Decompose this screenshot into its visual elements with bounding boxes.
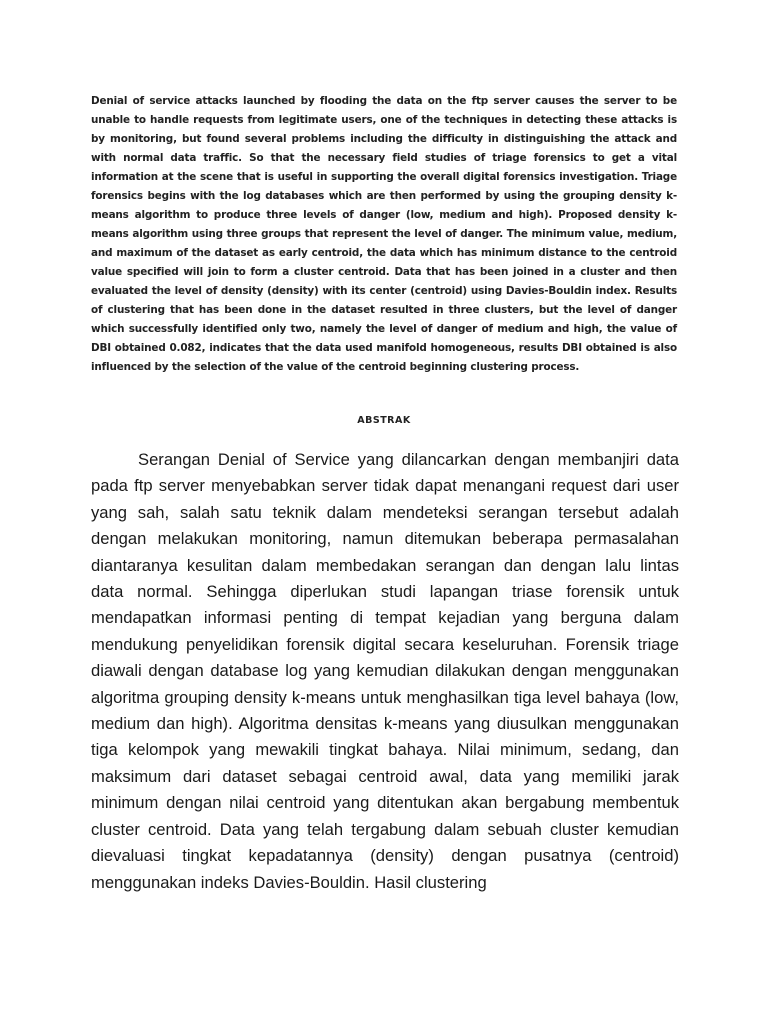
abstract-english-paragraph: Denial of service attacks launched by flooding the data on the ftp server causes the server to be unable to handle requests from legitimate users, one of the techniques in detecting these attacks is by monitoring, but found several problems including the difficulty in distinguishing the attack and with normal data traffic. So that the necessary field studies of triage forensics to get a vital information at the scene that is useful in supporting the overall digital forensics investigation. Triage forensics begins with the log databases which are then performed by using the grouping density k-means algorithm to produce three levels of danger (low, medium and high). Proposed density k-means algorithm using three groups that represent the level of danger. The minimum value, medium, and maximum of the dataset as early centroid, the data which has minimum distance to the centroid value specified will join to form a cluster centroid. Data that has been joined in a cluster and then evaluated the level of density (density) with its center (centroid) using Davies-Bouldin index. Results of clustering that has been done in the dataset resulted in three clusters, but the level of danger which successfully identified only two, namely the level of danger of medium and high, the value of DBI obtained 0.082, indicates that the data used manifold homogeneous, results DBI obtained is also influenced by the selection of the value of the centroid beginning clustering process. (91, 95, 677, 373)
abstrak-indonesian-paragraph: Serangan Denial of Service yang dilancarkan dengan membanjiri data pada ftp server menyebabkan server tidak dapat menangani request dari user yang sah, salah satu teknik dalam mendeteksi serangan tersebut adalah dengan melakukan monitoring, namun ditemukan beberapa permasalahan diantaranya kesulitan dalam membedakan serangan dan dengan lalu lintas data normal. Sehingga diperlukan studi lapangan triase forensik untuk mendapatkan informasi penting di tempat kejadian yang berguna dalam mendukung penyelidikan forensik digital secara keseluruhan. Forensik triage diawali dengan database log yang kemudian dilakukan dengan menggunakan algoritma grouping density k-means untuk menghasilkan tiga level bahaya (low, medium dan high). Algoritma densitas k-means yang diusulkan menggunakan tiga kelompok yang mewakili tingkat bahaya. Nilai minimum, sedang, dan maksimum dari dataset sebagai centroid awal, data yang memiliki jarak minimum dengan nilai centroid yang ditentukan akan bergabung membentuk cluster centroid. Data yang telah tergabung dalam sebuah cluster kemudian dievaluasi tingkat kepadatannya (density) dengan pusatnya (centroid) menggunakan indeks Davies-Bouldin. Hasil clustering (91, 450, 679, 892)
abstrak-heading: ABSTRAK (357, 415, 411, 426)
